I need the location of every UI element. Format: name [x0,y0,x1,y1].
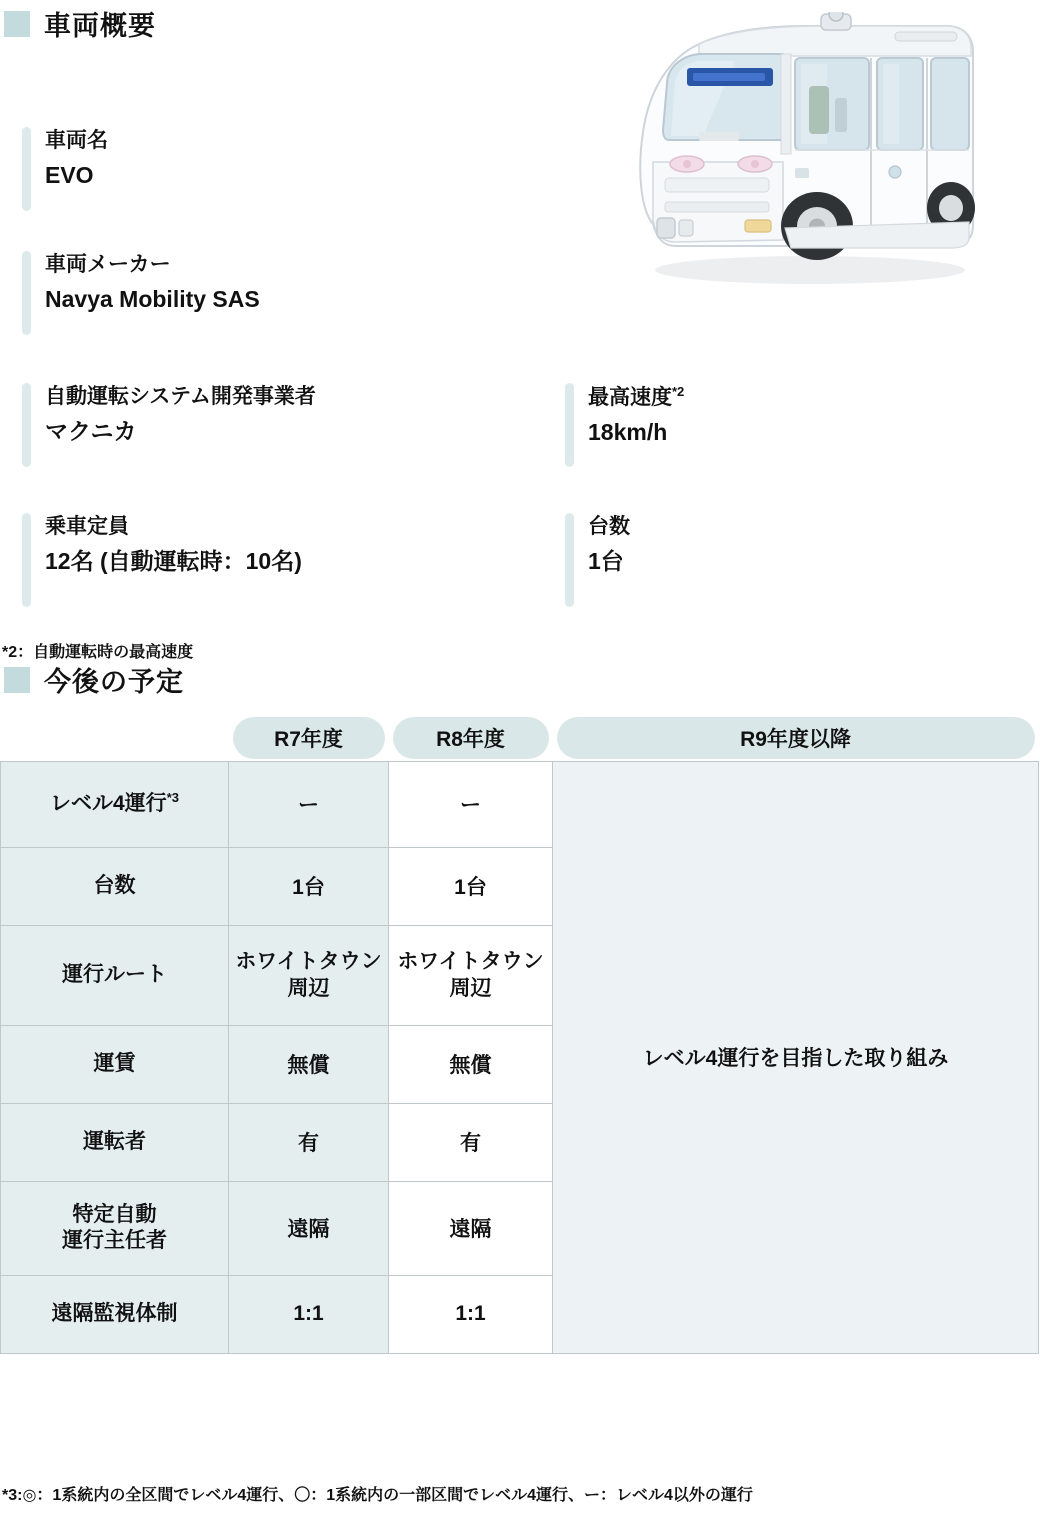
row-label-remote-monitoring: 遠隔監視体制 [1,1275,229,1353]
field-value: Navya Mobility SAS [45,286,260,313]
field-label [588,383,684,412]
field-accent-bar [22,127,31,211]
cell-units-r7: 1台 [229,847,389,925]
header-r8-pill: R8年度 [393,717,549,759]
header-r7-pill: R7年度 [233,717,385,759]
field-vehicle-name [22,127,108,211]
row-label-superscript: *3 [166,790,179,806]
header-r9 [553,715,1039,761]
field-accent-bar [22,251,31,335]
field-label: 車両名 [45,129,108,152]
autonomous-shuttle-photo [595,12,1015,302]
field-value: EVO [45,162,94,189]
header-blank-pill [5,717,225,759]
field-label: 自動運転システム開発事業者 [45,385,316,408]
header-r8 [389,715,553,761]
field-label-superscript: *2 [672,384,685,399]
row-label-route: 運行ルート [1,925,229,1025]
field-vehicle-manufacturer [22,251,260,335]
field-label-text: 最高速度 [588,386,672,409]
field-label: 台数 [588,515,630,538]
field-label: 乗車定員 [45,515,129,538]
footnote-level4: *3:◎：1系統内の全区間でレベル4運行、〇：1系統内の一部区間でレベル4運行、ー：レベル4以外の運行 [2,1487,753,1504]
row-label-driver: 運転者 [1,1103,229,1181]
table-row [1,761,1039,847]
schedule-table [0,715,1039,1354]
field-accent-bar [565,513,574,607]
cell-route-r8: ホワイトタウン 周辺 [389,925,553,1025]
cell-remote-monitoring-r8: 1:1 [389,1275,553,1353]
field-accent-bar [22,513,31,607]
section-marker-icon [4,11,30,37]
field-accent-bar [22,383,31,467]
row-label-operation-manager: 特定自動 運行主任者 [1,1181,229,1275]
header-r7 [229,715,389,761]
field-value: 1台 [588,548,624,575]
header-r9-pill: R9年度以降 [557,717,1035,759]
cell-level4-r7: ー [229,761,389,847]
field-value: 18km/h [588,419,668,446]
row-label-fare: 運賃 [1,1025,229,1103]
row-label-level4 [1,761,229,847]
cell-fare-r8: 無償 [389,1025,553,1103]
field-value: マクニカ [45,418,137,445]
field-unit-count [565,513,630,607]
row-label-units: 台数 [1,847,229,925]
cell-operation-manager-r7: 遠隔 [229,1181,389,1275]
field-ad-system-developer [22,383,316,467]
footnote-max-speed: *2：自動運転時の最高速度 [2,644,194,661]
row-label-text: レベル4運行 [50,792,167,816]
table-header-row [1,715,1039,761]
header-blank [1,715,229,761]
cell-r9-merged: レベル4運行を目指した取り組み [553,761,1039,1353]
cell-operation-manager-r8: 遠隔 [389,1181,553,1275]
schedule-title: 今後の予定 [44,667,184,697]
cell-route-r7: ホワイトタウン 周辺 [229,925,389,1025]
cell-level4-r8: ー [389,761,553,847]
field-accent-bar [565,383,574,467]
future-schedule-section [0,660,1040,1354]
field-value: 12名 (自動運転時：10名) [45,548,302,575]
section-marker-icon [4,667,30,693]
field-seating-capacity [22,513,302,607]
cell-driver-r8: 有 [389,1103,553,1181]
cell-fare-r7: 無償 [229,1025,389,1103]
schedule-heading [4,660,1040,699]
overview-title: 車両概要 [44,11,156,41]
field-max-speed [565,383,684,467]
cell-remote-monitoring-r7: 1:1 [229,1275,389,1353]
cell-units-r8: 1台 [389,847,553,925]
cell-driver-r7: 有 [229,1103,389,1181]
field-label: 車両メーカー [45,253,171,276]
